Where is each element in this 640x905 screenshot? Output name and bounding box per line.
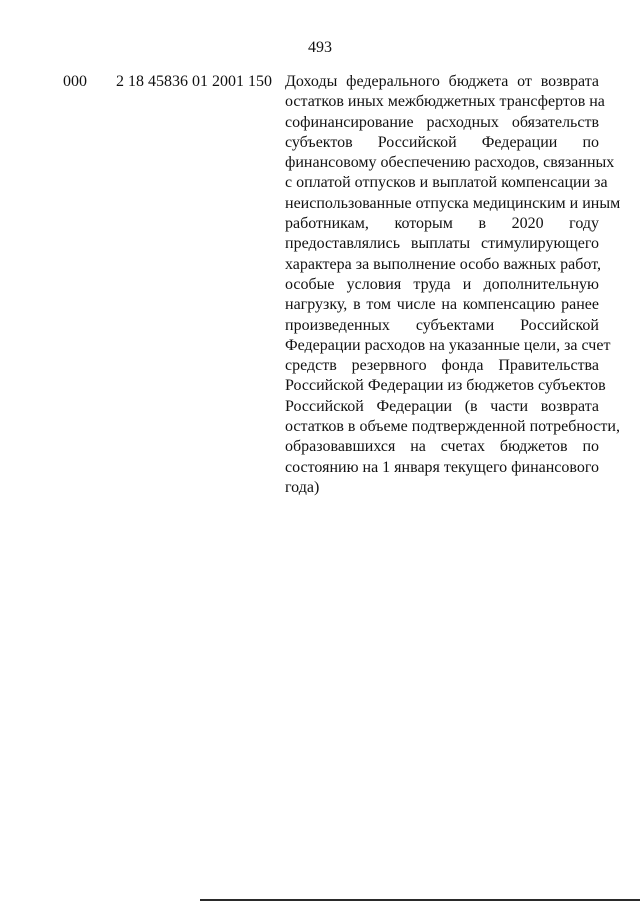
table-row xyxy=(0,72,640,502)
description-line: состоянию на 1 января текущего финансового xyxy=(285,458,599,476)
description-line: неиспользованные отпуска медицинским и иным xyxy=(285,194,621,212)
description-line: образовавшихся на счетах бюджетов по xyxy=(285,438,599,456)
description-line: средств резервного фонда Правительства xyxy=(285,357,599,375)
description-line: произведенных субъектами Российской xyxy=(285,316,599,334)
page-number: 493 xyxy=(308,39,332,56)
description-line: Российской Федерации из бюджетов субъектов xyxy=(285,377,606,395)
description-line: с оплатой отпусков и выплатой компенсации за xyxy=(285,174,608,192)
description-line: Федерации расходов на указанные цели, за счет xyxy=(285,336,611,354)
description-line: особые условия труда и дополнительную xyxy=(285,275,599,293)
description-line: остатков иных межбюджетных трансфертов на xyxy=(285,93,605,111)
description-line: финансовому обеспечению расходов, связанных xyxy=(285,154,615,172)
description-line: Российской Федерации (в части возврата xyxy=(285,397,599,415)
description-line: предоставлялись выплаты стимулирующего xyxy=(285,235,599,253)
description-line: субъектов Российской Федерации по xyxy=(285,133,599,151)
description-line: Доходы федерального бюджета от возврата xyxy=(285,73,599,90)
description-line: работникам, которым в 2020 году xyxy=(285,215,599,233)
description-line: софинансирование расходных обязательств xyxy=(285,113,599,131)
income-description xyxy=(285,72,621,498)
description-line: остатков в объеме подтвержденной потребности, xyxy=(285,418,620,436)
description-line: характера за выполнение особо важных работ, xyxy=(285,255,601,273)
bottom-divider xyxy=(200,899,640,901)
administrator-code: 000 xyxy=(63,73,87,90)
description-line: года) xyxy=(285,478,320,496)
description-line: нагрузку, в том числе на компенсацию ранее xyxy=(285,296,599,314)
budget-classification-code: 2 18 45836 01 2001 150 xyxy=(116,73,272,90)
